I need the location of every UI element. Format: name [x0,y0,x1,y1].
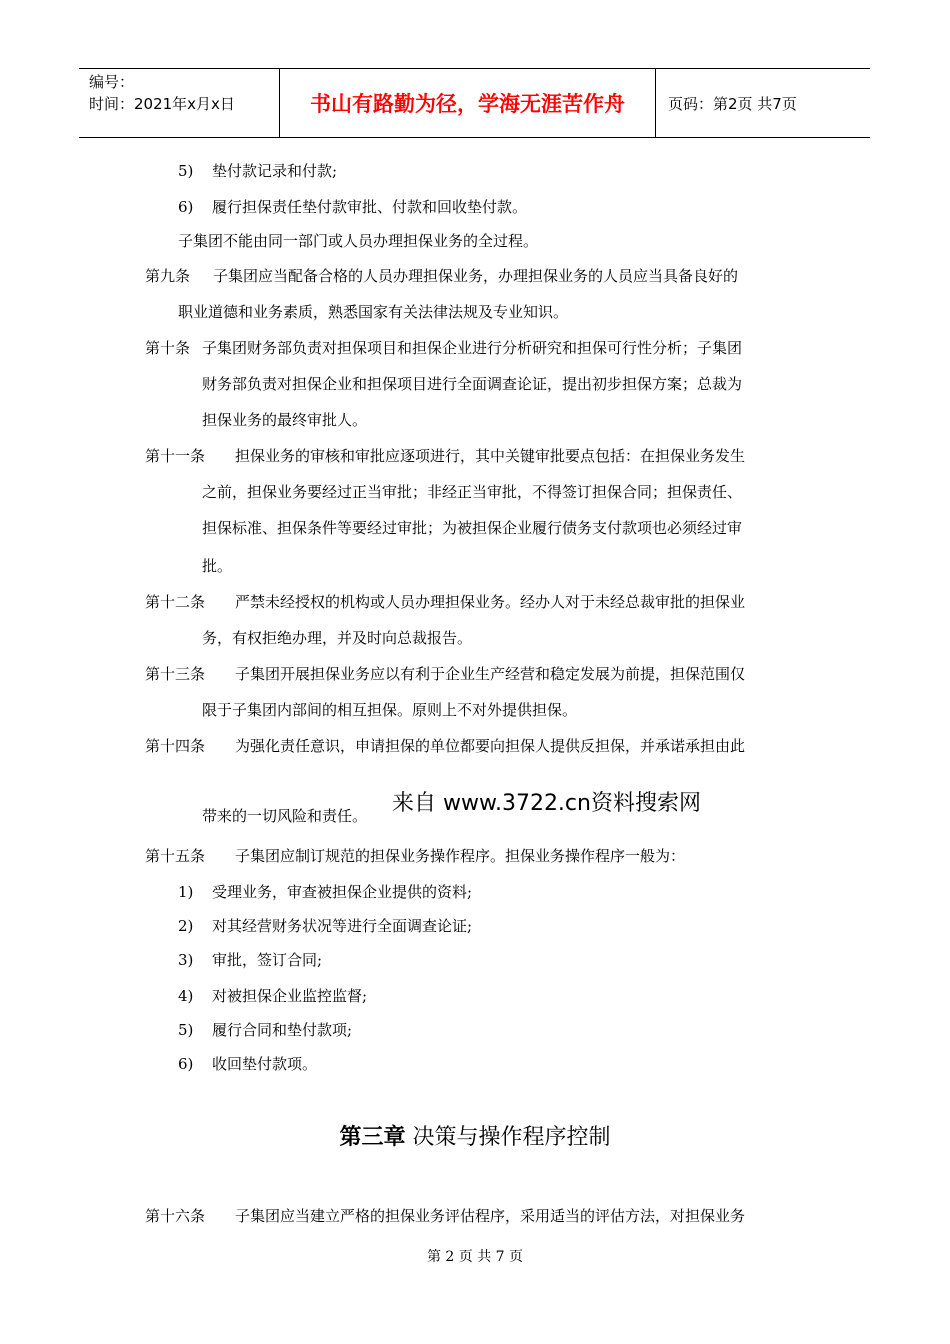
chapter-label: 第三章 [339,1125,406,1150]
paragraph-line: 带来的一切风险和责任。 [202,807,368,825]
header-meta [79,69,280,137]
list-item: 6) 履行担保责任垫付款审批、付款和回收垫付款。 [178,198,528,216]
list-item: 1) 受理业务，审查被担保企业提供的资料; [178,883,473,901]
article-10: 第十条 子集团财务部负责对担保项目和担保企业进行分析研究和担保可行性分析；子集团 [145,339,743,357]
list-item: 2) 对其经营财务状况等进行全面调查论证; [178,917,473,935]
list-item: 5) 履行合同和垫付款项; [178,1021,353,1039]
chapter-title: 决策与操作程序控制 [412,1125,611,1150]
paragraph-line: 限于子集团内部间的相互担保。原则上不对外提供担保。 [202,701,578,719]
page-footer: 第 2 页 共 7 页 [426,1249,524,1265]
serial-label: 编号： [89,73,135,91]
paragraph-line: 之前，担保业务要经过正当审批；非经正当审批，不得签订担保合同；担保责任、 [202,483,743,501]
article-16: 第十六条 子集团应当建立严格的担保业务评估程序，采用适当的评估方法，对担保业务 [145,1207,746,1225]
article-14: 第十四条 为强化责任意识，申请担保的单位都要向担保人提供反担保，并承诺承担由此 [145,737,746,755]
article-13: 第十三条 子集团开展担保业务应以有利于企业生产经营和稳定发展为前提，担保范围仅 [145,665,746,683]
chapter-heading [0,1123,950,1153]
article-12: 第十二条 严禁未经授权的机构或人员办理担保业务。经办人对于未经总裁审批的担保业 [145,593,746,611]
article-9: 第九条 子集团应当配备合格的人员办理担保业务，办理担保业务的人员应当具备良好的 [145,267,739,285]
watermark-text: 来自 www.3722.cn资料搜索网 [392,791,701,816]
paragraph-line: 担保标准、担保条件等要经过审批；为被担保企业履行债务支付款项也必须经过审 [202,519,743,537]
article-15: 第十五条 子集团应制订规范的担保业务操作程序。担保业务操作程序一般为： [145,847,686,865]
list-item: 6) 收回垫付款项。 [178,1055,318,1073]
paragraph-line: 职业道德和业务素质，熟悉国家有关法律法规及专业知识。 [178,303,569,321]
list-item: 4) 对被担保企业监控监督; [178,987,368,1005]
paragraph-line: 子集团不能由同一部门或人员办理担保业务的全过程。 [178,232,539,250]
list-item: 5) 垫付款记录和付款; [178,162,338,180]
list-item: 3) 审批，签订合同; [178,951,323,969]
paragraph-line: 批。 [202,557,233,575]
header-page-info: 页码：第2页 共7页 [668,94,797,113]
page-header [79,68,870,138]
paragraph-line: 财务部负责对担保企业和担保项目进行全面调查论证，提出初步担保方案；总裁为 [202,375,743,393]
article-11: 第十一条 担保业务的审核和审批应逐项进行，其中关键审批要点包括：在担保业务发生 [145,447,746,465]
header-slogan: 书山有路勤为径，学海无涯苦作舟 [280,69,656,137]
date-label: 时间：2021年x月x日 [89,95,235,113]
paragraph-line: 务，有权拒绝办理，并及时向总裁报告。 [202,629,473,647]
paragraph-line: 担保业务的最终审批人。 [202,411,368,429]
